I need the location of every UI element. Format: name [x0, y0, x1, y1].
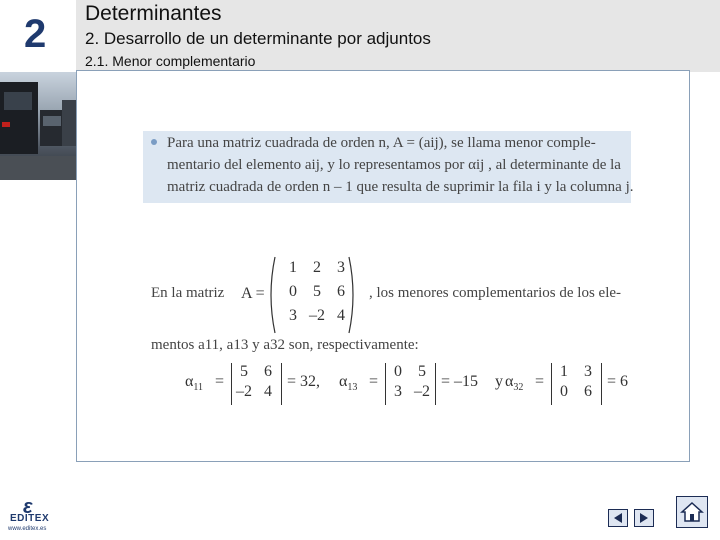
minor-label: $\alpha_{11}$: [185, 373, 204, 394]
minor-cell: 6: [264, 363, 272, 380]
equals-sign: =: [369, 373, 379, 390]
example-line2: mentos a11, a13 y a32 son, respectivamente:: [151, 337, 419, 353]
traffic-photo: [0, 72, 76, 180]
next-button[interactable]: [634, 509, 654, 527]
logo-mark-icon: ε: [23, 496, 33, 518]
content-panel: [76, 70, 690, 462]
determinant-bar: [385, 363, 386, 405]
prev-button[interactable]: [608, 509, 628, 527]
definition-line: mentario del elemento aij, y lo representamos por αij , al determinante de la: [167, 157, 621, 173]
matrix-cell: 2: [313, 259, 321, 276]
example-intro-left: En la matriz: [151, 285, 225, 301]
matrix-cell: 5: [313, 283, 321, 300]
minor-cell: 1: [560, 363, 568, 380]
minor-cell: –2: [236, 383, 252, 400]
definition-box: [143, 131, 634, 203]
minor-result: = 32,: [287, 373, 321, 390]
determinant-bar: [435, 363, 436, 405]
minor-cell: 5: [240, 363, 248, 380]
triangle-left-icon: [612, 512, 624, 524]
logo-url: www.editex.es: [8, 526, 47, 532]
determinant-bar: [281, 363, 282, 405]
example-intro-right: , los menores complementarios de los ele-: [369, 285, 622, 301]
determinant-bar: [231, 363, 232, 405]
minor-label: $\alpha_{32}$: [505, 373, 524, 394]
subsection-title: 2.1. Menor complementario: [85, 53, 256, 69]
minor-cell: 3: [584, 363, 592, 380]
minor-result: = –15: [441, 373, 479, 390]
matrix-cell: 0: [289, 283, 297, 300]
matrix-cell: 3: [337, 259, 345, 276]
matrix-cell: 3: [289, 307, 297, 324]
home-button[interactable]: [676, 496, 708, 528]
determinant-bar: [601, 363, 602, 405]
triangle-right-icon: [638, 512, 650, 524]
matrix-cell: 6: [337, 283, 345, 300]
minor-label: $\alpha_{13}$: [339, 373, 358, 394]
definition-line: Para una matriz cuadrada de orden n, A = (aij), se llama menor comple-: [167, 135, 596, 151]
minor-cell: 6: [584, 383, 592, 400]
minor-cell: 5: [418, 363, 426, 380]
minor-cell: 0: [560, 383, 568, 400]
equals-sign: =: [535, 373, 545, 390]
page-title: Determinantes: [85, 2, 222, 25]
determinant-bar: [551, 363, 552, 405]
section-title: 2. Desarrollo de un determinante por adjuntos: [85, 29, 431, 48]
home-icon: [680, 500, 704, 524]
minor-cell: 4: [264, 383, 272, 400]
matrix-cell: 4: [337, 307, 345, 324]
bullet-icon: [151, 139, 157, 145]
minor-cell: 3: [394, 383, 402, 400]
equals-sign: =: [215, 373, 225, 390]
matrix-cell: 1: [289, 259, 297, 276]
connector-text: y: [495, 373, 503, 390]
minor-cell: –2: [414, 383, 430, 400]
matrix-cell: –2: [309, 307, 325, 324]
chapter-number: 2: [24, 12, 47, 56]
logo-text: EDITEX: [10, 513, 50, 524]
minor-result: = 6: [607, 373, 629, 390]
matrix-label: A =: [241, 285, 265, 302]
definition-line: matriz cuadrada de orden n – 1 que resulta de suprimir la fila i y la columna j.: [167, 179, 634, 195]
minor-cell: 0: [394, 363, 402, 380]
